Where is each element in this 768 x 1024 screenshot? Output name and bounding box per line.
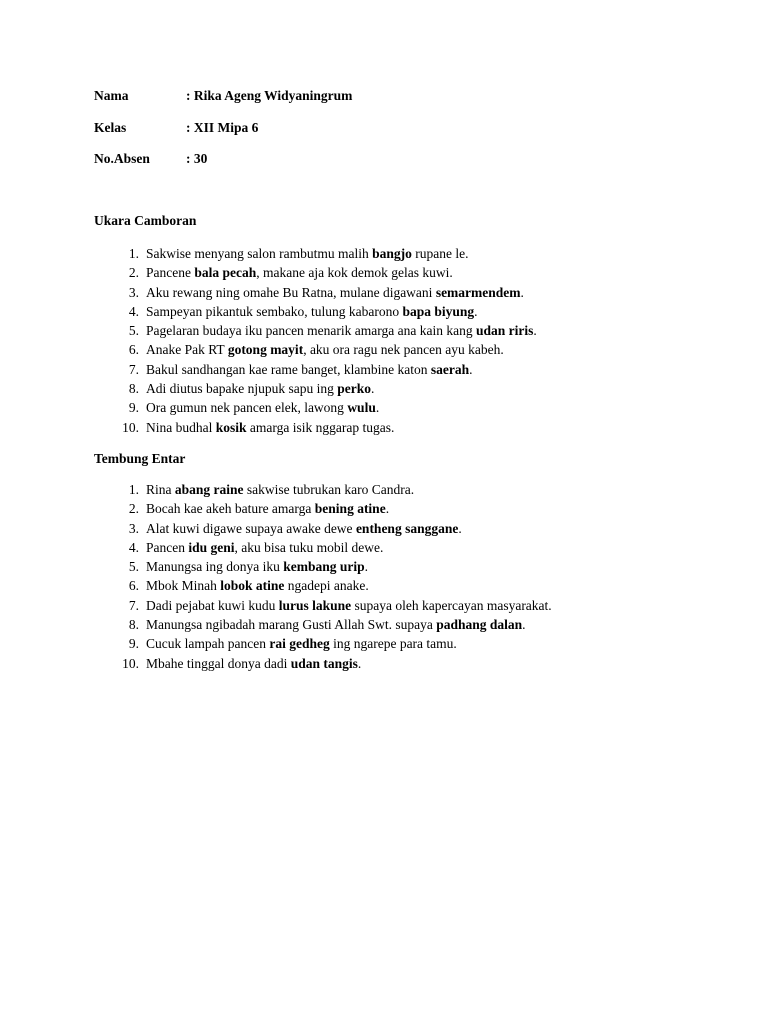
item-text: Pancene <box>146 265 195 281</box>
item-number: 1. <box>128 482 139 497</box>
item-text: . <box>474 303 478 319</box>
item-bold-term: udan tangis <box>290 655 358 671</box>
item-text: sakwise tubrukan karo Candra. <box>243 482 415 497</box>
item-text: . <box>364 559 369 575</box>
item-bold-term: bala pecah <box>194 265 257 281</box>
item-number: 6. <box>128 342 139 358</box>
item-number: 8. <box>128 381 139 397</box>
item-number: 2. <box>128 501 139 517</box>
item-text: Mbok Minah <box>146 578 221 594</box>
item-bold-term: bening atine <box>314 501 386 517</box>
item-bold-term: bapa biyung <box>402 303 475 319</box>
section-title-tembung-entar: Tembung Entar <box>94 451 186 466</box>
info-value: : 30 <box>186 151 208 166</box>
item-bold-term: lurus lakune <box>278 597 352 613</box>
item-number: 10. <box>122 419 139 435</box>
item-text: ngadepi anake. <box>284 578 369 594</box>
item-number: 7. <box>128 361 139 377</box>
item-bold-term: entheng sanggane <box>355 520 459 536</box>
list-item <box>94 321 734 340</box>
item-bold-term: kembang urip <box>283 559 365 575</box>
list-item <box>94 302 734 321</box>
list-item <box>94 576 734 595</box>
list-item <box>94 557 734 576</box>
item-number: 3. <box>128 284 139 300</box>
item-text: , aku bisa tuku mobil dewe. <box>234 539 384 555</box>
list-item <box>94 340 734 359</box>
item-bold-term: semarmendem <box>435 284 521 300</box>
item-text: . <box>357 655 362 671</box>
item-bold-term: lobok atine <box>220 578 285 594</box>
item-text: , aku ora ragu nek pancen ayu kabeh. <box>303 342 504 358</box>
section-title-ukara-camboran: Ukara Camboran <box>94 213 197 228</box>
info-label: Nama <box>94 88 129 103</box>
item-number: 5. <box>128 323 139 339</box>
item-bold-term: gotong mayit <box>227 342 304 358</box>
item-number: 4. <box>128 303 139 319</box>
item-text: ing ngarepe para tamu. <box>329 636 457 652</box>
item-bold-term: rai gedheg <box>269 636 330 652</box>
list-item <box>94 418 734 437</box>
item-text: . <box>520 284 524 300</box>
item-text: Pagelaran budaya iku pancen menarik amarga ana kain kang <box>146 323 476 339</box>
item-bold-term: saerah <box>430 361 470 377</box>
info-row-kelas <box>94 120 258 136</box>
item-number: 4. <box>128 539 139 555</box>
item-text: . <box>370 381 375 397</box>
list-item <box>94 596 734 615</box>
item-number: 6. <box>128 578 139 594</box>
list-item <box>94 634 734 653</box>
info-row-no-absen <box>94 151 207 167</box>
item-text: . <box>469 361 473 377</box>
list-item <box>94 398 734 417</box>
item-text: Bakul sandhangan kae rame banget, klambine katon <box>146 361 431 377</box>
item-text: . <box>522 617 526 633</box>
list-item <box>94 244 734 263</box>
info-label: Kelas <box>94 120 127 135</box>
list-item <box>94 283 734 302</box>
item-text: supaya oleh kapercayan masyarakat. <box>351 597 552 613</box>
list-item <box>94 480 734 499</box>
item-text: Aku rewang ning omahe Bu Ratna, mulane digawani <box>146 284 436 300</box>
item-text: rupane le. <box>411 246 469 261</box>
item-number: 5. <box>128 559 139 575</box>
list-item <box>94 615 734 634</box>
info-label: No.Absen <box>94 151 150 166</box>
item-number: 1. <box>128 246 139 261</box>
list-item <box>94 360 734 379</box>
item-text: Pancen <box>146 539 189 555</box>
item-number: 2. <box>128 265 139 281</box>
item-bold-term: kosik <box>215 419 247 435</box>
item-text: Sampeyan pikantuk sembako, tulung kabarono <box>146 303 403 319</box>
item-text: Sakwise menyang salon rambutmu malih <box>146 246 373 261</box>
item-text: Rina <box>146 482 175 497</box>
item-text: Cucuk lampah pancen <box>146 636 270 652</box>
item-text: . <box>533 323 537 339</box>
item-number: 3. <box>128 520 139 536</box>
item-bold-term: bangjo <box>372 246 412 261</box>
list-item <box>94 538 734 557</box>
item-text: Nina budhal <box>146 419 216 435</box>
item-text: . <box>385 501 390 517</box>
item-number: 10. <box>122 655 139 671</box>
item-number: 9. <box>128 400 139 416</box>
item-text: Adi diutus bapake njupuk sapu ing <box>146 381 338 397</box>
list-item <box>94 519 734 538</box>
list-item <box>94 263 734 282</box>
list-ukara-camboran <box>94 244 734 437</box>
info-row-nama <box>94 88 352 104</box>
item-text: Bocah kae akeh bature amarga <box>146 501 315 517</box>
item-bold-term: abang raine <box>174 482 244 497</box>
item-bold-term: perko <box>337 381 371 397</box>
list-item <box>94 379 734 398</box>
item-text: Mbahe tinggal donya dadi <box>146 655 291 671</box>
item-text: . <box>458 520 462 536</box>
item-bold-term: wulu <box>347 400 376 416</box>
item-bold-term: idu geni <box>188 539 235 555</box>
item-text: Manungsa ing donya iku <box>146 559 284 575</box>
item-text: amarga isik nggarap tugas. <box>246 419 395 435</box>
item-text: Anake Pak RT <box>146 342 228 358</box>
list-item <box>94 499 734 518</box>
list-tembung-entar <box>94 480 734 673</box>
item-bold-term: padhang dalan <box>436 617 523 633</box>
item-number: 7. <box>128 597 139 613</box>
item-text: Dadi pejabat kuwi kudu <box>146 597 279 613</box>
item-text: , makane aja kok demok gelas kuwi. <box>256 265 453 281</box>
item-number: 9. <box>128 636 139 652</box>
item-text: Manungsa ngibadah marang Gusti Allah Swt. supaya <box>146 617 437 633</box>
item-bold-term: udan riris <box>476 323 534 339</box>
list-item <box>94 654 734 673</box>
info-value: : Rika Ageng Widyaningrum <box>186 88 353 103</box>
item-text: Ora gumun nek pancen elek, lawong <box>146 400 348 416</box>
item-number: 8. <box>128 617 139 633</box>
item-text: Alat kuwi digawe supaya awake dewe <box>146 520 356 536</box>
item-text: . <box>375 400 380 416</box>
info-value: : XII Mipa 6 <box>186 120 259 135</box>
